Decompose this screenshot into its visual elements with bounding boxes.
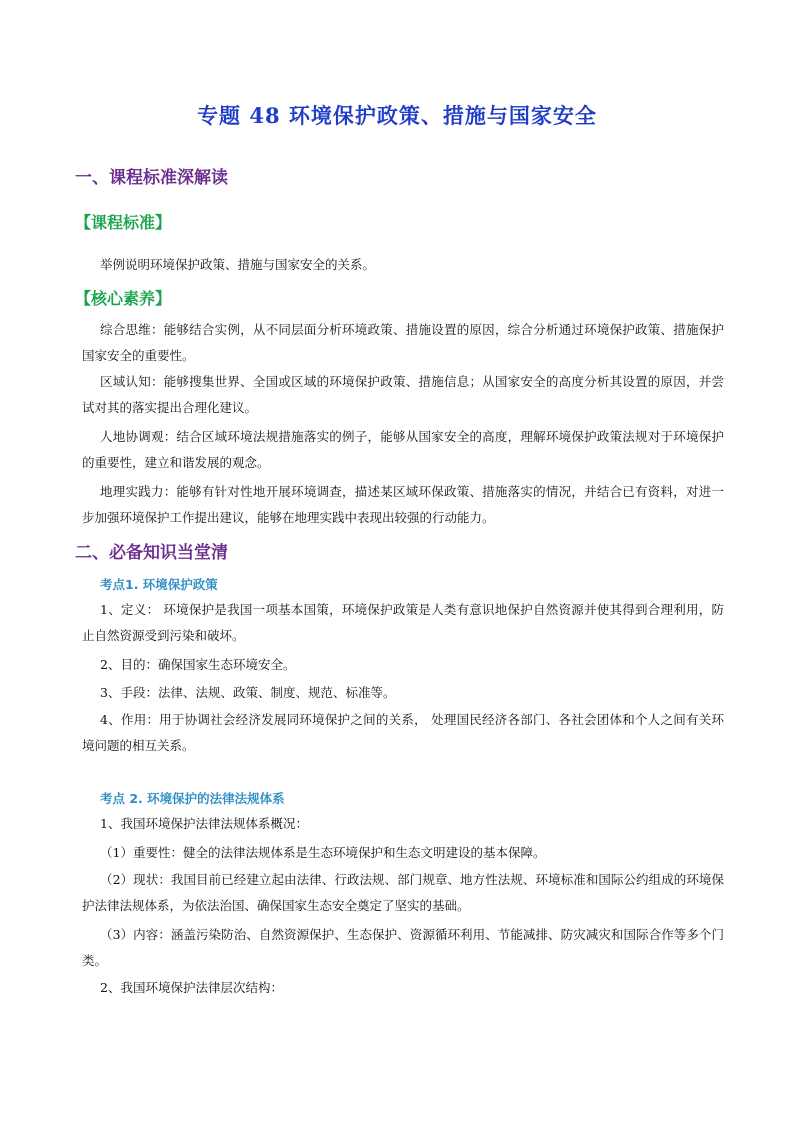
document-title: 专题 48 环境保护政策、措施与国家安全 bbox=[197, 103, 597, 128]
section-heading-essential-knowledge: 二、必备知识当堂清 bbox=[75, 543, 228, 563]
kp1-function: 4、作用：用于协调社会经济发展同环境保护之间的关系， 处理国民经济各部门、各社会团体和个人之间有关环境问题的相互关系。 bbox=[82, 712, 724, 753]
section-heading-course-standard: 一、课程标准深解读 bbox=[75, 168, 228, 188]
kp1-purpose: 2、目的：确保国家生态环境安全。 bbox=[100, 657, 296, 672]
kp2-overview: 1、我国环境保护法律法规体系概况： bbox=[100, 816, 308, 831]
kp2-legal-hierarchy: 2、我国环境保护法律层次结构： bbox=[100, 980, 283, 995]
literacy-paragraph-comprehensive-thinking: 综合思维：能够结合实例，从不同层面分析环境政策、措施设置的原因，综合分析通过环境保护政策、措施保护国家安全的重要性。 bbox=[82, 322, 724, 363]
kp1-means: 3、手段：法律、法规、政策、制度、规范、标准等。 bbox=[100, 685, 396, 700]
literacy-paragraph-human-land-coordination: 人地协调观：结合区域环境法规措施落实的例子，能够从国家安全的高度，理解环境保护政策法规对于环境保护的重要性，建立和谐发展的观念。 bbox=[82, 429, 724, 470]
kp1-definition: 1、定义： 环境保护是我国一项基本国策，环境保护政策是人类有意识地保护自然资源并使其得到合理利用，防止自然资源受到污染和破坏。 bbox=[82, 602, 724, 643]
knowledge-point-2-label: 考点 2. 环境保护的法律法规体系 bbox=[100, 791, 285, 806]
course-standard-label: 【课程标准】 bbox=[75, 213, 172, 232]
knowledge-point-1-label: 考点1. 环境保护政策 bbox=[100, 577, 218, 592]
kp2-status: （2）现状：我国目前已经建立起由法律、行政法规、部门规章、地方性法规、环境标准和国际公约组成的环境保护法律法规体系，为依法治国、确保国家生态安全奠定了坚实的基础。 bbox=[82, 872, 724, 913]
kp2-importance: （1）重要性：健全的法律法规体系是生态环境保护和生态文明建设的基本保障。 bbox=[100, 845, 546, 860]
course-standard-text: 举例说明环境保护政策、措施与国家安全的关系。 bbox=[100, 257, 376, 272]
literacy-paragraph-geographic-practice: 地理实践力：能够有针对性地开展环境调查，描述某区域环保政策、措施落实的情况，并结合已有资料，对进一步加强环境保护工作提出建议，能够在地理实践中表现出较强的行动能力。 bbox=[82, 484, 724, 525]
literacy-paragraph-regional-cognition: 区域认知：能够搜集世界、全国或区域的环境保护政策、措施信息；从国家安全的高度分析其设置的原因，并尝试对其的落实提出合理化建议。 bbox=[82, 374, 724, 415]
kp2-content: （3）内容：涵盖污染防治、自然资源保护、生态保护、资源循环利用、节能减排、防灾减灾和国际合作等多个门类。 bbox=[82, 927, 724, 968]
core-literacy-label: 【核心素养】 bbox=[75, 289, 172, 308]
